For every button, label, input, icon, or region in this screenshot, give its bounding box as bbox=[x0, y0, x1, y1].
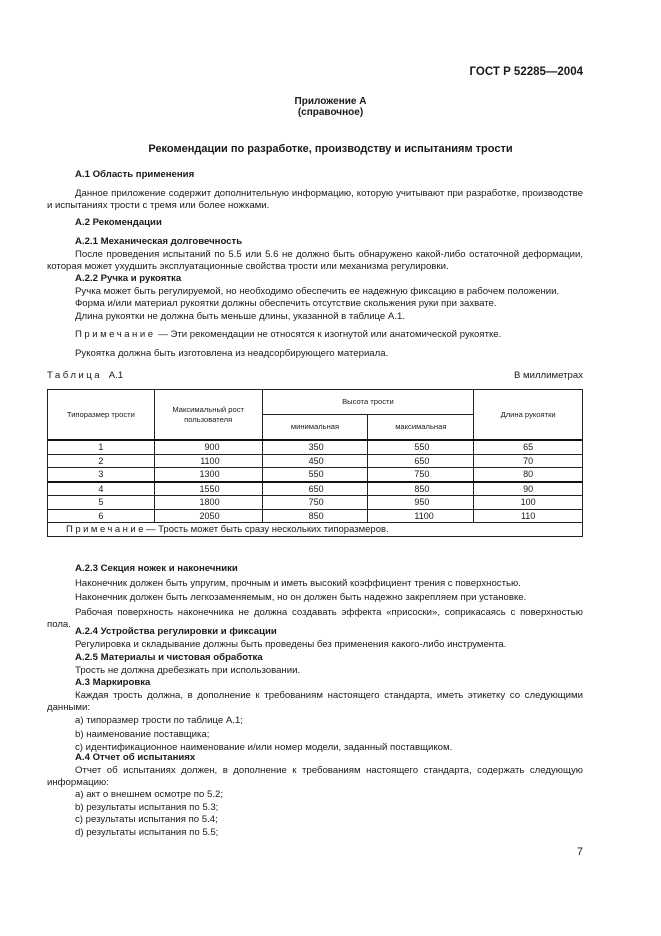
cell-handle: 65 bbox=[474, 440, 583, 454]
header-min: минимальная bbox=[262, 415, 368, 441]
cell-handle: 100 bbox=[474, 496, 583, 510]
section-a21 bbox=[47, 236, 583, 274]
section-a2-title: А.2 Рекомендации bbox=[75, 217, 162, 228]
list-item: d) результаты испытания по 5.5; bbox=[75, 826, 219, 838]
cell-size: 6 bbox=[48, 509, 155, 523]
list-item: a) типоразмер трости по таблице А.1; bbox=[75, 715, 243, 726]
cell-handle: 110 bbox=[474, 509, 583, 523]
cell-user-height: 1300 bbox=[154, 468, 262, 482]
header-handle: Длина рукоятки bbox=[474, 390, 583, 441]
cell-user-height: 1800 bbox=[154, 496, 262, 510]
cell-min: 350 bbox=[262, 440, 368, 454]
list-item: c) идентификационное наименование и/или номер модели, заданный поставщиком. bbox=[75, 742, 453, 754]
section-a22-note bbox=[47, 329, 583, 342]
cell-user-height: 1550 bbox=[154, 482, 262, 496]
section-a22-p1: Ручка может быть регулируемой, но необходимо обеспечить ее надежную фиксацию в рабочем положении. bbox=[75, 285, 560, 297]
section-a22-p3: Длина рукоятки не должна быть меньше длины, указанной в таблице А.1. bbox=[75, 310, 406, 322]
cell-user-height: 900 bbox=[154, 440, 262, 454]
table-row bbox=[48, 509, 583, 523]
section-a25-title: А.2.5 Материалы и чистовая обработка bbox=[75, 652, 263, 663]
section-a25-text: Трость не должна дребезжать при использовании. bbox=[75, 664, 301, 676]
section-a23-title: А.2.3 Секция ножек и наконечники bbox=[75, 563, 238, 574]
cell-max: 850 bbox=[368, 482, 474, 496]
cell-min: 750 bbox=[262, 496, 368, 510]
section-a24-text: Регулировка и складывание должны быть проведены без применения какого-либо инструмента. bbox=[75, 638, 507, 650]
section-a2 bbox=[47, 217, 583, 230]
table-row bbox=[48, 468, 583, 482]
appendix-title: Приложение А bbox=[294, 96, 367, 107]
section-a1 bbox=[47, 169, 583, 213]
table-caption bbox=[47, 370, 123, 381]
note-text: — Эти рекомендации не относятся к изогнутой или анатомической рукоятке. bbox=[155, 329, 502, 341]
table-note-label: Примечание bbox=[66, 523, 146, 535]
page-number: 7 bbox=[576, 846, 583, 858]
cell-max: 750 bbox=[368, 468, 474, 482]
section-a1-text: Данное приложение содержит дополнительную информацию, которую учитывают при разработке, производстве и испытаниях трости с тремя или более ножками. bbox=[47, 187, 583, 212]
section-a23-p3: Рабочая поверхность наконечника не должна создавать эффекта «присоски», соприкасаясь с поверхностью пола. bbox=[47, 606, 583, 631]
data-table bbox=[47, 389, 583, 537]
section-a22-title: А.2.2 Ручка и рукоятка bbox=[75, 273, 182, 284]
header-size: Типоразмер трости bbox=[48, 390, 155, 441]
cell-handle: 70 bbox=[474, 454, 583, 468]
table-note bbox=[48, 523, 583, 537]
header-user-height: Максимальный рост пользователя bbox=[154, 390, 262, 441]
section-a24-title: А.2.4 Устройства регулировки и фиксации bbox=[75, 626, 277, 637]
cell-user-height: 2050 bbox=[154, 509, 262, 523]
cell-size: 5 bbox=[48, 496, 155, 510]
section-a4-text: Отчет об испытаниях должен, в дополнение к требованиям настоящего стандарта, содержать следующую информацию: bbox=[47, 764, 583, 789]
section-a21-title: А.2.1 Механическая долговечность bbox=[75, 236, 243, 247]
cell-max: 550 bbox=[368, 440, 474, 454]
cell-min: 650 bbox=[262, 482, 368, 496]
list-item: c) результаты испытания по 5.4; bbox=[75, 814, 218, 826]
section-a23 bbox=[47, 563, 583, 632]
note-label: Примечание bbox=[75, 329, 156, 341]
cell-size: 2 bbox=[48, 454, 155, 468]
table-row bbox=[48, 482, 583, 496]
section-a3-list bbox=[75, 715, 585, 755]
page-heading: Рекомендации по разработке, производству и испытаниям трости bbox=[148, 143, 513, 155]
table-note-text: — Трость может быть сразу нескольких типоразмеров. bbox=[146, 523, 389, 535]
cell-min: 850 bbox=[262, 509, 368, 523]
section-a25 bbox=[47, 652, 583, 677]
header-cane-height: Высота трости bbox=[262, 390, 474, 415]
cell-min: 450 bbox=[262, 454, 368, 468]
cell-size: 4 bbox=[48, 482, 155, 496]
cell-handle: 90 bbox=[474, 482, 583, 496]
table-row bbox=[48, 440, 583, 454]
cell-size: 3 bbox=[48, 468, 155, 482]
table-note-row bbox=[48, 523, 583, 537]
list-item: b) результаты испытания по 5.3; bbox=[75, 801, 219, 813]
cell-user-height: 1100 bbox=[154, 454, 262, 468]
cell-min: 550 bbox=[262, 468, 368, 482]
cell-max: 1100 bbox=[368, 509, 474, 523]
section-a22-p2: Форма и/или материал рукоятки должны обеспечить отсутствие скольжения руки при захвате. bbox=[75, 298, 497, 310]
appendix-subtitle: (справочное) bbox=[297, 107, 364, 118]
section-a21-text: После проведения испытаний по 5.5 или 5.6 не должно быть обнаружено какой-либо остаточной деформации, которая может ухудшить эксплуатационные свойства трости или механизма регулировки. bbox=[47, 248, 583, 273]
section-a4 bbox=[47, 752, 583, 790]
section-a24 bbox=[47, 626, 583, 651]
cell-max: 950 bbox=[368, 496, 474, 510]
list-item: a) акт о внешнем осмотре по 5.2; bbox=[75, 789, 224, 800]
table-units: В миллиметрах bbox=[513, 370, 583, 381]
section-a4-title: А.4 Отчет об испытаниях bbox=[75, 752, 196, 763]
cell-size: 1 bbox=[48, 440, 155, 454]
section-a22-p4: Рукоятка должна быть изготовлена из неадсорбирующего материала. bbox=[75, 347, 389, 359]
section-a3-title: А.3 Маркировка bbox=[75, 677, 151, 688]
table-caption-label: Таблица bbox=[47, 370, 103, 381]
section-a22 bbox=[47, 273, 583, 361]
table-caption-number: А.1 bbox=[108, 370, 124, 381]
header-max: максимальная bbox=[368, 415, 474, 441]
cell-max: 650 bbox=[368, 454, 474, 468]
section-a1-title: А.1 Область применения bbox=[75, 169, 195, 180]
section-a3 bbox=[47, 677, 583, 715]
section-a23-p2: Наконечник должен быть легкозаменяемым, но он должен быть надежно закрепляем при установке. bbox=[75, 592, 527, 604]
list-item: b) наименование поставщика; bbox=[75, 728, 210, 740]
standard-number: ГОСТ Р 52285—2004 bbox=[469, 66, 583, 78]
table-row bbox=[48, 496, 583, 510]
section-a3-text: Каждая трость должна, в дополнение к требованиям настоящего стандарта, иметь этикетку со следующими данными: bbox=[47, 689, 583, 714]
cell-handle: 80 bbox=[474, 468, 583, 482]
table-row bbox=[48, 454, 583, 468]
section-a4-list bbox=[75, 789, 585, 839]
section-a23-p1: Наконечник должен быть упругим, прочным и иметь высокий коэффициент трения с поверхностью. bbox=[75, 577, 521, 589]
